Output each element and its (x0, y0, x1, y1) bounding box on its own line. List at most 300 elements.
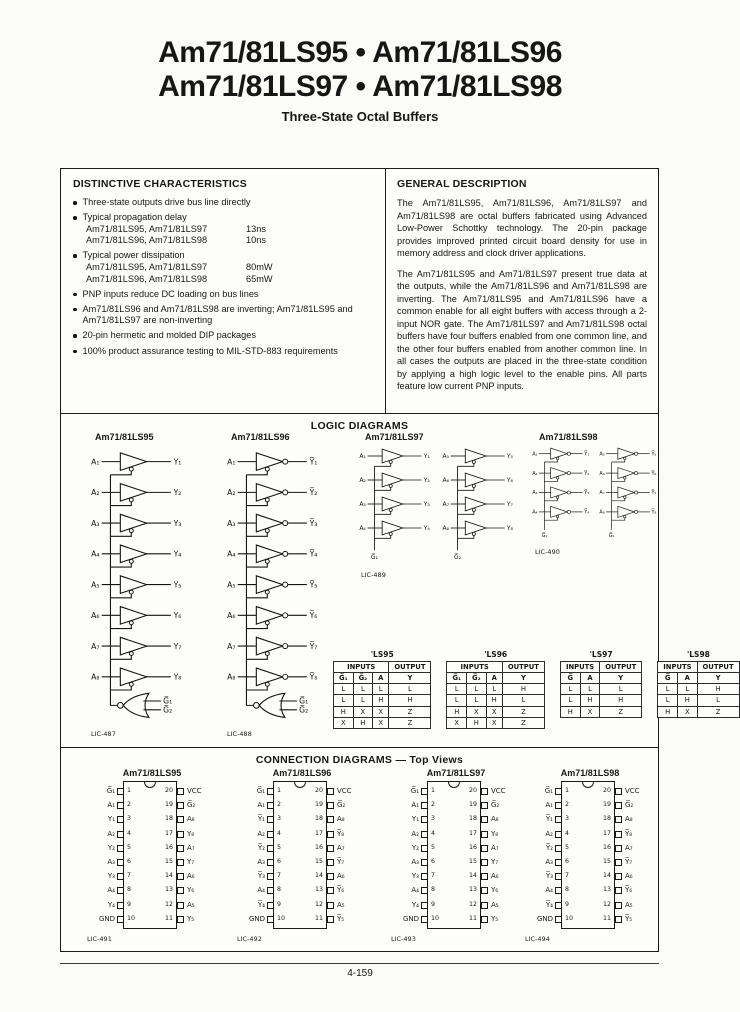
pin-label: VCC (337, 787, 352, 795)
output-label: Y₄ (173, 549, 182, 559)
pin-stub (117, 887, 124, 894)
pin-label: Y̅₁ (257, 815, 265, 824)
pin-number: 11 (468, 914, 477, 922)
input-label: A₅ (227, 580, 236, 590)
buffer-triangle (551, 448, 568, 459)
buffer-triangle (120, 484, 146, 502)
table-cell: X (353, 706, 373, 717)
enable-bubble-icon (265, 498, 269, 502)
connection-diagram-title: Am71/81LS95 (122, 768, 182, 778)
inputs-header: INPUTS (334, 662, 389, 673)
pin-label: A₈ (625, 815, 633, 824)
enable-bubble-icon (129, 467, 133, 471)
enable-bubble-icon (129, 682, 133, 686)
pin-stub (327, 859, 334, 866)
pin-stub (481, 916, 488, 923)
pin-number: 20 (164, 787, 173, 794)
buffer (532, 448, 589, 462)
pin-stub (177, 859, 184, 866)
enable-bubble-icon (472, 484, 475, 487)
pin-number: 8 (127, 886, 132, 894)
pin-stub (267, 916, 274, 923)
output-label: Y₃ (173, 518, 182, 528)
pin-label: A₇ (187, 843, 195, 852)
truth-table (333, 650, 431, 729)
table-cell: X (334, 717, 354, 728)
pin-number: 18 (602, 815, 611, 823)
buffer (442, 473, 513, 490)
table-cell: L (580, 684, 599, 695)
pin-stub (421, 802, 428, 809)
enable-bubble-icon (129, 498, 133, 502)
table-cell: X (467, 706, 487, 717)
output-label: Y₃ (423, 501, 430, 509)
page-number: 4-159 (347, 968, 373, 979)
pin-number: 15 (164, 858, 173, 865)
pin-number: 10 (127, 914, 136, 922)
detail-value: 80mW (246, 261, 273, 272)
table-cell: X (486, 717, 502, 728)
enable-bubble-icon (265, 621, 269, 625)
output-label: Y̅₄ (584, 509, 590, 516)
pin-label: A₈ (187, 815, 195, 824)
input-label: A₆ (91, 611, 100, 621)
truth-table-title: 'LS97 (589, 650, 613, 659)
input-label: A₂ (91, 488, 100, 498)
output-label: Y̅₆ (651, 470, 657, 477)
table-cell: L (502, 695, 544, 706)
enable-label: G̅₂ (454, 553, 462, 561)
pin-stub (421, 887, 428, 894)
pin-number: 5 (277, 843, 282, 851)
truth-tables (333, 650, 740, 729)
pin-stub (117, 802, 124, 809)
pin-label: A₄ (107, 886, 115, 895)
buffer (599, 448, 656, 462)
pin-stub (177, 816, 184, 823)
table-cell: H (697, 684, 739, 695)
pin-stub (615, 802, 622, 809)
table-row (560, 684, 641, 695)
table-cell: H (678, 695, 697, 706)
pin-stub (481, 873, 488, 880)
pin-number: 14 (602, 872, 611, 880)
buffer-triangle (256, 607, 282, 625)
table-cell: H (658, 706, 678, 717)
pin-stub (177, 916, 184, 923)
table-row (658, 706, 739, 717)
output-label: Y̅₈ (651, 509, 657, 516)
buffer-triangle (256, 545, 282, 563)
enable-bubble-icon (624, 496, 626, 498)
buffer (442, 497, 513, 514)
invert-bubble-icon (567, 510, 570, 513)
logic-diagrams-heading: LOGIC DIAGRAMS (310, 420, 409, 432)
logic-diagram-title: Am71/81LS97 (365, 432, 424, 442)
pin-number: 4 (431, 829, 436, 837)
pin-label: Y̅₃ (257, 872, 265, 881)
buffer (227, 453, 317, 475)
pin-label: G̅₂ (491, 801, 500, 810)
table-cell: Z (389, 717, 431, 728)
input-label: A₇ (442, 501, 449, 509)
pin-stub (177, 887, 184, 894)
pin-label: A₄ (257, 886, 265, 895)
pin-number: 9 (127, 900, 132, 908)
pin-stub (327, 916, 334, 923)
table-cell: H (502, 684, 544, 695)
lic-caption: LIC-487 (91, 730, 116, 738)
column-header: G̅₁ (334, 673, 354, 684)
pin-stub (177, 845, 184, 852)
pin-number: 20 (314, 787, 323, 794)
title-block (0, 36, 720, 124)
pin-number: 20 (468, 787, 477, 794)
characteristic-item (73, 197, 375, 209)
pin-stub (615, 788, 622, 795)
pin-stub (481, 887, 488, 894)
pin-number: 1 (565, 787, 570, 794)
invert-bubble-icon (283, 582, 288, 587)
buffer-triangle (618, 487, 635, 498)
pin-number: 13 (468, 886, 477, 894)
pin-label: VCC (491, 787, 506, 795)
pin-number: 8 (565, 886, 570, 894)
table-cell: H (600, 695, 642, 706)
content-box (60, 168, 734, 952)
pin-label: G̅₁ (410, 787, 419, 795)
pin-stub (481, 788, 488, 795)
buffer (359, 521, 430, 538)
table-cell: L (678, 684, 697, 695)
bullet-icon (73, 216, 77, 220)
buffer (91, 484, 181, 506)
detail-value: 13ns (246, 223, 266, 234)
buffer-triangle (120, 668, 146, 686)
logic-diagram-title: Am71/81LS98 (539, 432, 598, 442)
buffer (91, 514, 181, 536)
pin-number: 14 (164, 872, 173, 880)
pin-label: G̅₂ (625, 801, 634, 810)
input-label: A₁ (227, 457, 236, 467)
table-row (334, 684, 431, 695)
pin-stub (615, 902, 622, 909)
bullet-icon (73, 308, 77, 312)
pin-stub (267, 831, 274, 838)
characteristic-text: 20-pin hermetic and molded DIP packages (82, 330, 256, 341)
table-cell: L (697, 695, 739, 706)
enable-bubble-icon (265, 529, 269, 533)
pin-stub (327, 845, 334, 852)
pin-number: 6 (277, 858, 282, 865)
output-header: OUTPUT (502, 662, 544, 673)
enable-label: G̅₁ (299, 696, 309, 706)
output-label: Y₆ (173, 611, 182, 621)
logic-diagram (353, 432, 521, 579)
output-label: Y₈ (506, 525, 513, 533)
pin-number: 13 (164, 886, 173, 894)
table-cell: Z (697, 706, 739, 717)
invert-bubble-icon (283, 551, 288, 556)
pin-stub (615, 859, 622, 866)
pin-label: GND (98, 914, 115, 923)
invert-bubble-icon (283, 521, 288, 526)
pin-number: 13 (602, 886, 611, 894)
truth-table-grid (657, 661, 739, 718)
input-label: A₅ (599, 451, 605, 458)
table-cell: H (373, 695, 389, 706)
pin-stub (481, 816, 488, 823)
table-cell: X (447, 717, 467, 728)
pin-number: 7 (127, 872, 132, 880)
pin-stub (267, 816, 274, 823)
input-label: A₃ (532, 490, 538, 497)
buffer-triangle (256, 576, 282, 594)
invert-bubble-icon (283, 613, 288, 618)
enable-bubble-icon (389, 460, 392, 463)
output-label: Y̅₅ (651, 451, 657, 458)
buffer-triangle (382, 473, 403, 487)
invert-bubble-icon (283, 459, 288, 464)
output-label: Y₁ (173, 457, 182, 467)
logic-diagram-svg (83, 444, 195, 723)
pin-stub (421, 845, 428, 852)
pin-number: 20 (602, 787, 611, 794)
pin-label: Y₄ (411, 900, 419, 909)
table-cell: X (373, 717, 389, 728)
column-header: Y (389, 673, 431, 684)
pin-number: 17 (602, 829, 611, 837)
table-row (447, 684, 544, 695)
table-row (658, 695, 739, 706)
pin-number: 11 (314, 914, 323, 922)
buffer (91, 545, 181, 567)
buffer-triangle (120, 576, 146, 594)
pin-stub (267, 788, 274, 795)
logic-diagram-svg (527, 444, 663, 541)
pin-label: A₄ (411, 886, 419, 895)
pin-number: 9 (277, 900, 282, 908)
buffer-triangle (120, 514, 146, 532)
characteristic-text: Three-state outputs drive bus line directly (82, 197, 251, 207)
pin-number: 10 (431, 914, 440, 922)
pin-number: 2 (565, 801, 570, 809)
pin-label: A₆ (187, 872, 195, 881)
buffer-triangle (120, 607, 146, 625)
characteristic-text: Typical propagation delay (82, 212, 187, 223)
buffer (532, 468, 589, 482)
column-header: G̅₁ (447, 673, 467, 684)
pin-label: Y̅₄ (257, 900, 265, 909)
enable-bubble-icon (265, 590, 269, 594)
output-label: Y̅₃ (584, 490, 590, 497)
buffer (599, 468, 656, 482)
table-row (560, 706, 641, 717)
pin-label: Y₇ (491, 858, 499, 866)
table-cell: L (658, 684, 678, 695)
invert-bubble-icon (634, 452, 637, 455)
pin-number: 4 (565, 829, 570, 837)
pin-label: Y̅₈ (625, 829, 633, 838)
logic-diagram-svg (353, 444, 521, 564)
pin-stub (421, 902, 428, 909)
pin-number: 19 (164, 801, 173, 809)
pin-stub (615, 916, 622, 923)
pin-stub (117, 859, 124, 866)
characteristic-detail (86, 274, 375, 286)
characteristic-detail (86, 235, 375, 247)
buffer (599, 487, 656, 501)
table-cell: L (353, 684, 373, 695)
detail-value: 10ns (246, 235, 266, 246)
input-label: A₄ (532, 509, 538, 516)
connection-diagrams-section (61, 748, 658, 951)
connection-diagrams-heading: CONNECTION DIAGRAMS — Top Views (255, 754, 464, 766)
table-cell: L (389, 684, 431, 695)
pin-number: 14 (468, 872, 477, 880)
enable-bubble-icon (624, 457, 626, 459)
characteristic-text: 100% product assurance testing to MIL-STD-883 requirements (82, 345, 338, 356)
output-label: Y̅₁ (584, 451, 590, 458)
output-label: Y̅₃ (309, 518, 318, 528)
input-label: A₁ (91, 457, 100, 467)
pin-number: 16 (602, 843, 611, 851)
pin-label: A₆ (491, 872, 499, 881)
pin-stub (267, 845, 274, 852)
lic-caption: LIC-491 (87, 935, 112, 943)
pin-stub (327, 788, 334, 795)
pin-label: A₇ (625, 843, 633, 852)
pin-stub (421, 831, 428, 838)
enable-bubble-icon (129, 559, 133, 563)
pin-stub (117, 816, 124, 823)
pin-label: Y₅ (491, 914, 499, 923)
output-label: Y̅₆ (309, 611, 318, 621)
characteristics-list (73, 197, 375, 357)
output-label: Y₅ (173, 580, 182, 590)
pin-label: G̅₁ (544, 787, 553, 795)
pin-number: 1 (127, 787, 132, 794)
table-cell: X (678, 706, 697, 717)
pin-number: 4 (127, 829, 132, 837)
pin-stub (481, 902, 488, 909)
enable-bubble-icon (624, 477, 626, 479)
truth-table (560, 650, 642, 718)
pin-stub (267, 802, 274, 809)
pin-stub (615, 845, 622, 852)
input-label: A₄ (227, 549, 236, 559)
logic-diagram (219, 432, 331, 738)
buffer-triangle (256, 668, 282, 686)
table-cell: H (560, 706, 580, 717)
pin-stub (327, 831, 334, 838)
table-cell: X (580, 706, 599, 717)
pin-number: 2 (127, 801, 132, 809)
invert-bubble-icon (634, 510, 637, 513)
pin-stub (421, 873, 428, 880)
pin-stub (615, 831, 622, 838)
enable-bubble-icon (389, 532, 392, 535)
page-title-line2: Am71/81LS97 • Am71/81LS98 (158, 70, 562, 103)
output-label: Y₇ (506, 501, 513, 509)
buffer-triangle (618, 468, 635, 479)
table-cell: L (467, 684, 487, 695)
pin-label: GND (536, 914, 553, 923)
bullet-icon (73, 254, 77, 258)
characteristics-heading: DISTINCTIVE CHARACTERISTICS (73, 178, 247, 190)
connection-diagram (523, 768, 657, 943)
pin-label: Y̅₇ (337, 858, 345, 866)
input-label: A₄ (359, 525, 366, 533)
pin-stub (555, 845, 562, 852)
pin-number: 9 (431, 900, 436, 908)
buffer (442, 449, 513, 466)
output-label: Y₄ (423, 525, 430, 533)
description-paragraph: The Am71/81LS95, Am71/81LS96, Am71/81LS97 and Am71/81LS98 are octal buffers fabricated using Advanced Low-Power Schottky technology. The 20-pin package provides improved printed circuit board density for use in memory address and clock driver applications. (397, 198, 647, 259)
pin-number: 6 (431, 858, 436, 865)
input-label: A₆ (599, 470, 605, 477)
inputs-header: INPUTS (560, 662, 599, 673)
table-cell: L (373, 684, 389, 695)
table-row (334, 706, 431, 717)
pin-stub (117, 873, 124, 880)
buffer (91, 607, 181, 629)
pin-label: A₂ (545, 829, 553, 838)
table-cell: H (353, 717, 373, 728)
buffer-triangle (618, 506, 635, 517)
detail-name: Am71/81LS95, Am71/81LS97 (86, 261, 208, 272)
pin-label: A₂ (257, 829, 265, 838)
pin-number: 15 (314, 858, 323, 865)
pin-number: 12 (314, 900, 323, 908)
pin-label: A₆ (625, 872, 633, 881)
table-cell: L (560, 684, 580, 695)
pin-label: A₂ (411, 829, 419, 838)
pin-stub (327, 802, 334, 809)
pin-stub (481, 845, 488, 852)
pin-stub (177, 902, 184, 909)
table-cell: L (600, 684, 642, 695)
pin-number: 14 (314, 872, 323, 880)
pin-number: 6 (565, 858, 570, 865)
pin-number: 1 (431, 787, 436, 794)
pin-stub (117, 902, 124, 909)
inputs-header: INPUTS (447, 662, 502, 673)
connection-diagram (85, 768, 219, 943)
pin-label: Y̅₃ (545, 872, 553, 881)
bullet-icon (73, 293, 77, 297)
nor-output-bubble-icon (253, 703, 259, 709)
pin-stub (555, 816, 562, 823)
input-label: A₂ (227, 488, 236, 498)
invert-bubble-icon (283, 490, 288, 495)
invert-bubble-icon (567, 491, 570, 494)
pin-label: A₁ (545, 801, 553, 810)
buffer-triangle (256, 514, 282, 532)
pin-label: Y₄ (107, 900, 115, 909)
table-row (334, 717, 431, 728)
pin-label: VCC (187, 787, 202, 795)
enable-bubble-icon (265, 467, 269, 471)
pin-label: A₅ (625, 900, 633, 909)
pin-number: 15 (602, 858, 611, 865)
pin-label: A₈ (491, 815, 499, 824)
pin-label: Y̅₂ (545, 843, 553, 852)
pin-number: 12 (468, 900, 477, 908)
buffer-triangle (120, 637, 146, 655)
invert-bubble-icon (283, 674, 288, 679)
buffer-triangle (120, 545, 146, 563)
